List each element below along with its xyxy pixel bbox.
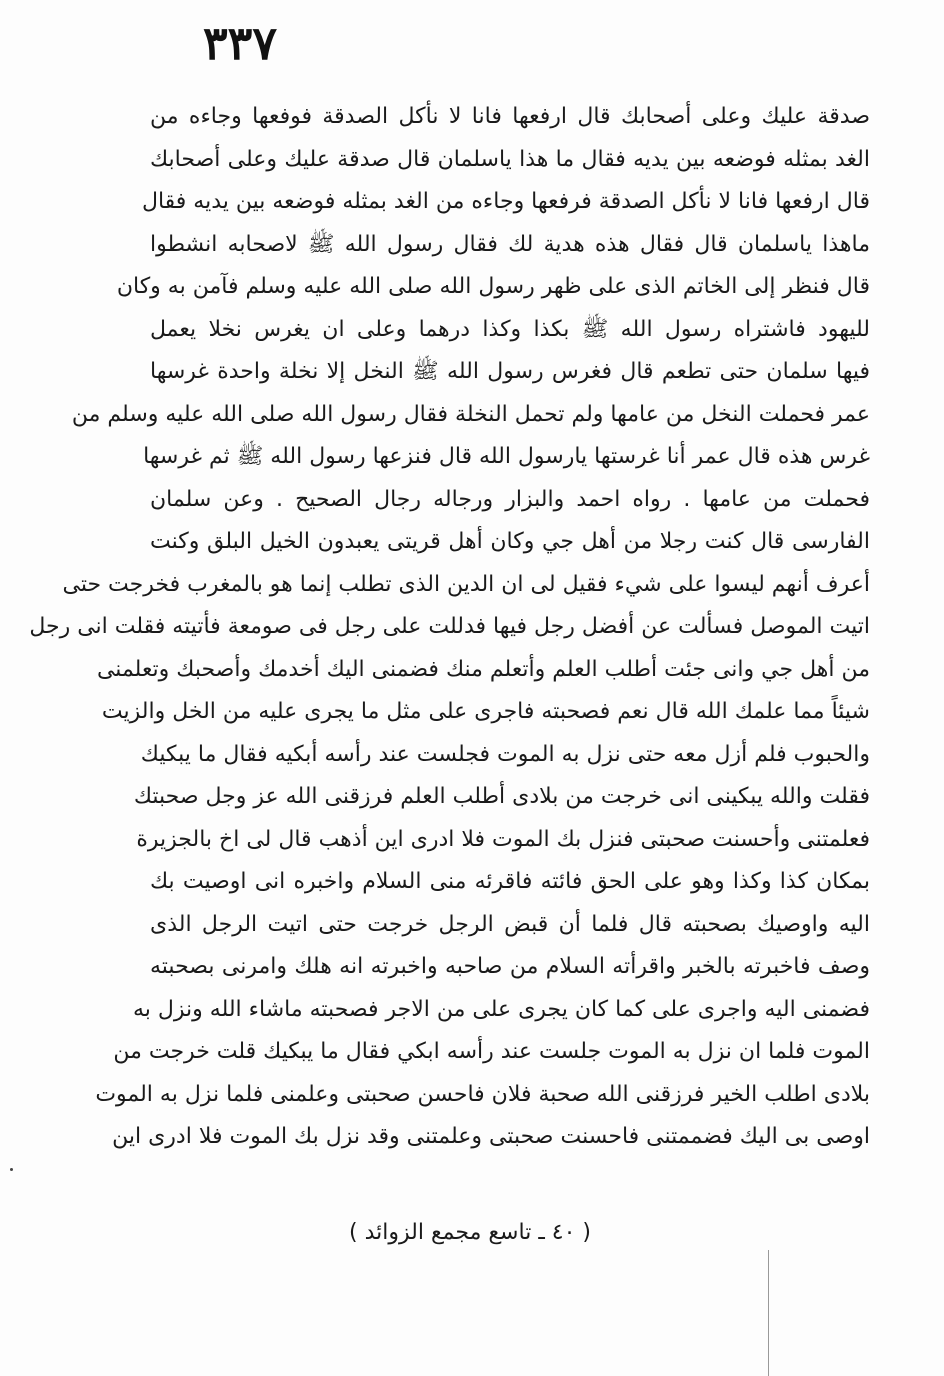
text-line: ماهذا ياسلمان قال فقال هذه هدية لك فقال رسول الله ﷺ لاصحابه انشطوا — [150, 231, 870, 257]
body-text — [29, 96, 870, 1159]
text-line: فحملت من عامها . رواه احمد والبزار ورجاله رجال الصحيح . وعن سلمان — [150, 486, 870, 512]
text-line: اتيت الموصل فسألت عن أفضل رجل فيها فدللت على رجل فى صومعة فأتيته فقلت انى رجل — [29, 614, 870, 639]
text-line: قال ارفعها فانا لا نأكل الصدقة فرفعها وجاءه من الغد بمثله فوضعه بين يديه فقال — [141, 189, 870, 214]
text-line: وصف فاخبرته بالخبر واقرأته السلام من صاحبه واخبرته انه هلك وامرنى بصحبته — [150, 954, 870, 979]
text-line: بلادى اطلب الخير فرزقنى الله صحبة فلان فاحسن صحبتى وعلمنى فلما نزل به الموت — [95, 1081, 870, 1107]
text-line: غرس هذه قال عمر أنا غرستها يارسول الله قال فنزعها رسول الله ﷺ ثم غرسها — [143, 444, 870, 469]
text-line: قال فنظر إلى الخاتم الذى على ظهر رسول الله صلى الله عليه وسلم فآمن به وكان — [116, 274, 870, 299]
text-line: الموت فلما ان نزل به الموت جلست عند رأسه ابكي فقال ما يبكيك قلت خرجت من — [113, 1039, 870, 1064]
text-line: أعرف أنهم ليسوا على شيء فقيل لى ان الدين الذى تطلب إنما هو بالمغرب فخرجت حتى — [62, 571, 870, 597]
page-number: ٣٣٧ — [202, 16, 278, 70]
text-line: فعلمتنى وأحسنت صحبتى فنزل بك الموت فلا ادرى اين أذهب قال لى اخ بالجزيرة — [136, 826, 870, 852]
text-line: عمر فحملت النخل من عامها ولم تحمل النخلة فقال رسول الله صلى الله عليه وسلم من — [71, 401, 870, 427]
text-line: اليه واوصيك بصحبته قال فلما أن قبض الرجل خرجت حتى اتيت الرجل الذى — [150, 911, 870, 937]
text-line: والحبوب فلم أزل معه حتى نزل به الموت فجلست عند رأسه أبكيه فقال ما يبكيك — [140, 741, 870, 767]
scan-speck — [10, 1168, 13, 1171]
text-line: فيها سلمان حتى تطعم قال فغرس رسول الله ﷺ النخل إلا نخلة واحدة غرسها — [150, 359, 870, 384]
text-line: فقلت والله يبكينى انى خرجت من بلادى أطلب العلم فرزقنى الله عز وجل صحبتك — [133, 784, 870, 809]
text-line: شيئاً مما علمك الله قال نعم فصحبته فاجرى على مثل ما يجرى عليه من الخل والزيت — [101, 699, 870, 724]
text-line: بمكان كذا وكذا وهو على الحق فائته فاقرئه منى السلام واخبره انى اوصيت بك — [150, 869, 870, 894]
text-line: الفارسى قال كنت رجلا من أهل جي وكان أهل قريتى يعبدون الخيل البلق وكنت — [150, 529, 870, 554]
volume-footer: ( ٤٠ ـ تاسع مجمع الزوائد ) — [349, 1220, 591, 1245]
text-line: من أهل جي وانى جئت أطلب العلم وأتعلم منك فضمنى اليك أخدمك وأصحبك وتعلمنى — [96, 656, 870, 682]
text-line: اوصى بى اليك فضممتنى فاحسنت صحبتى وعلمتنى وقد نزل بك الموت فلا ادرى اين — [112, 1124, 870, 1149]
text-line: صدقة عليك وعلى أصحابك قال ارفعها فانا لا نأكل الصدقة فوفعها وجاءه من — [150, 104, 870, 129]
scan-margin-line — [768, 1250, 769, 1376]
text-line: لليهود فاشتراه رسول الله ﷺ بكذا وكذا درهما وعلى ان يغرس نخلا يعمل — [150, 316, 870, 342]
text-line: الغد بمثله فوضعه بين يديه فقال ما هذا ياسلمان قال صدقة عليك وعلى أصحابك — [150, 146, 870, 172]
text-line: فضمنى اليه واجرى على كما كان يجرى على من الاجر فصحبته ماشاء الله ونزل به — [133, 996, 870, 1022]
